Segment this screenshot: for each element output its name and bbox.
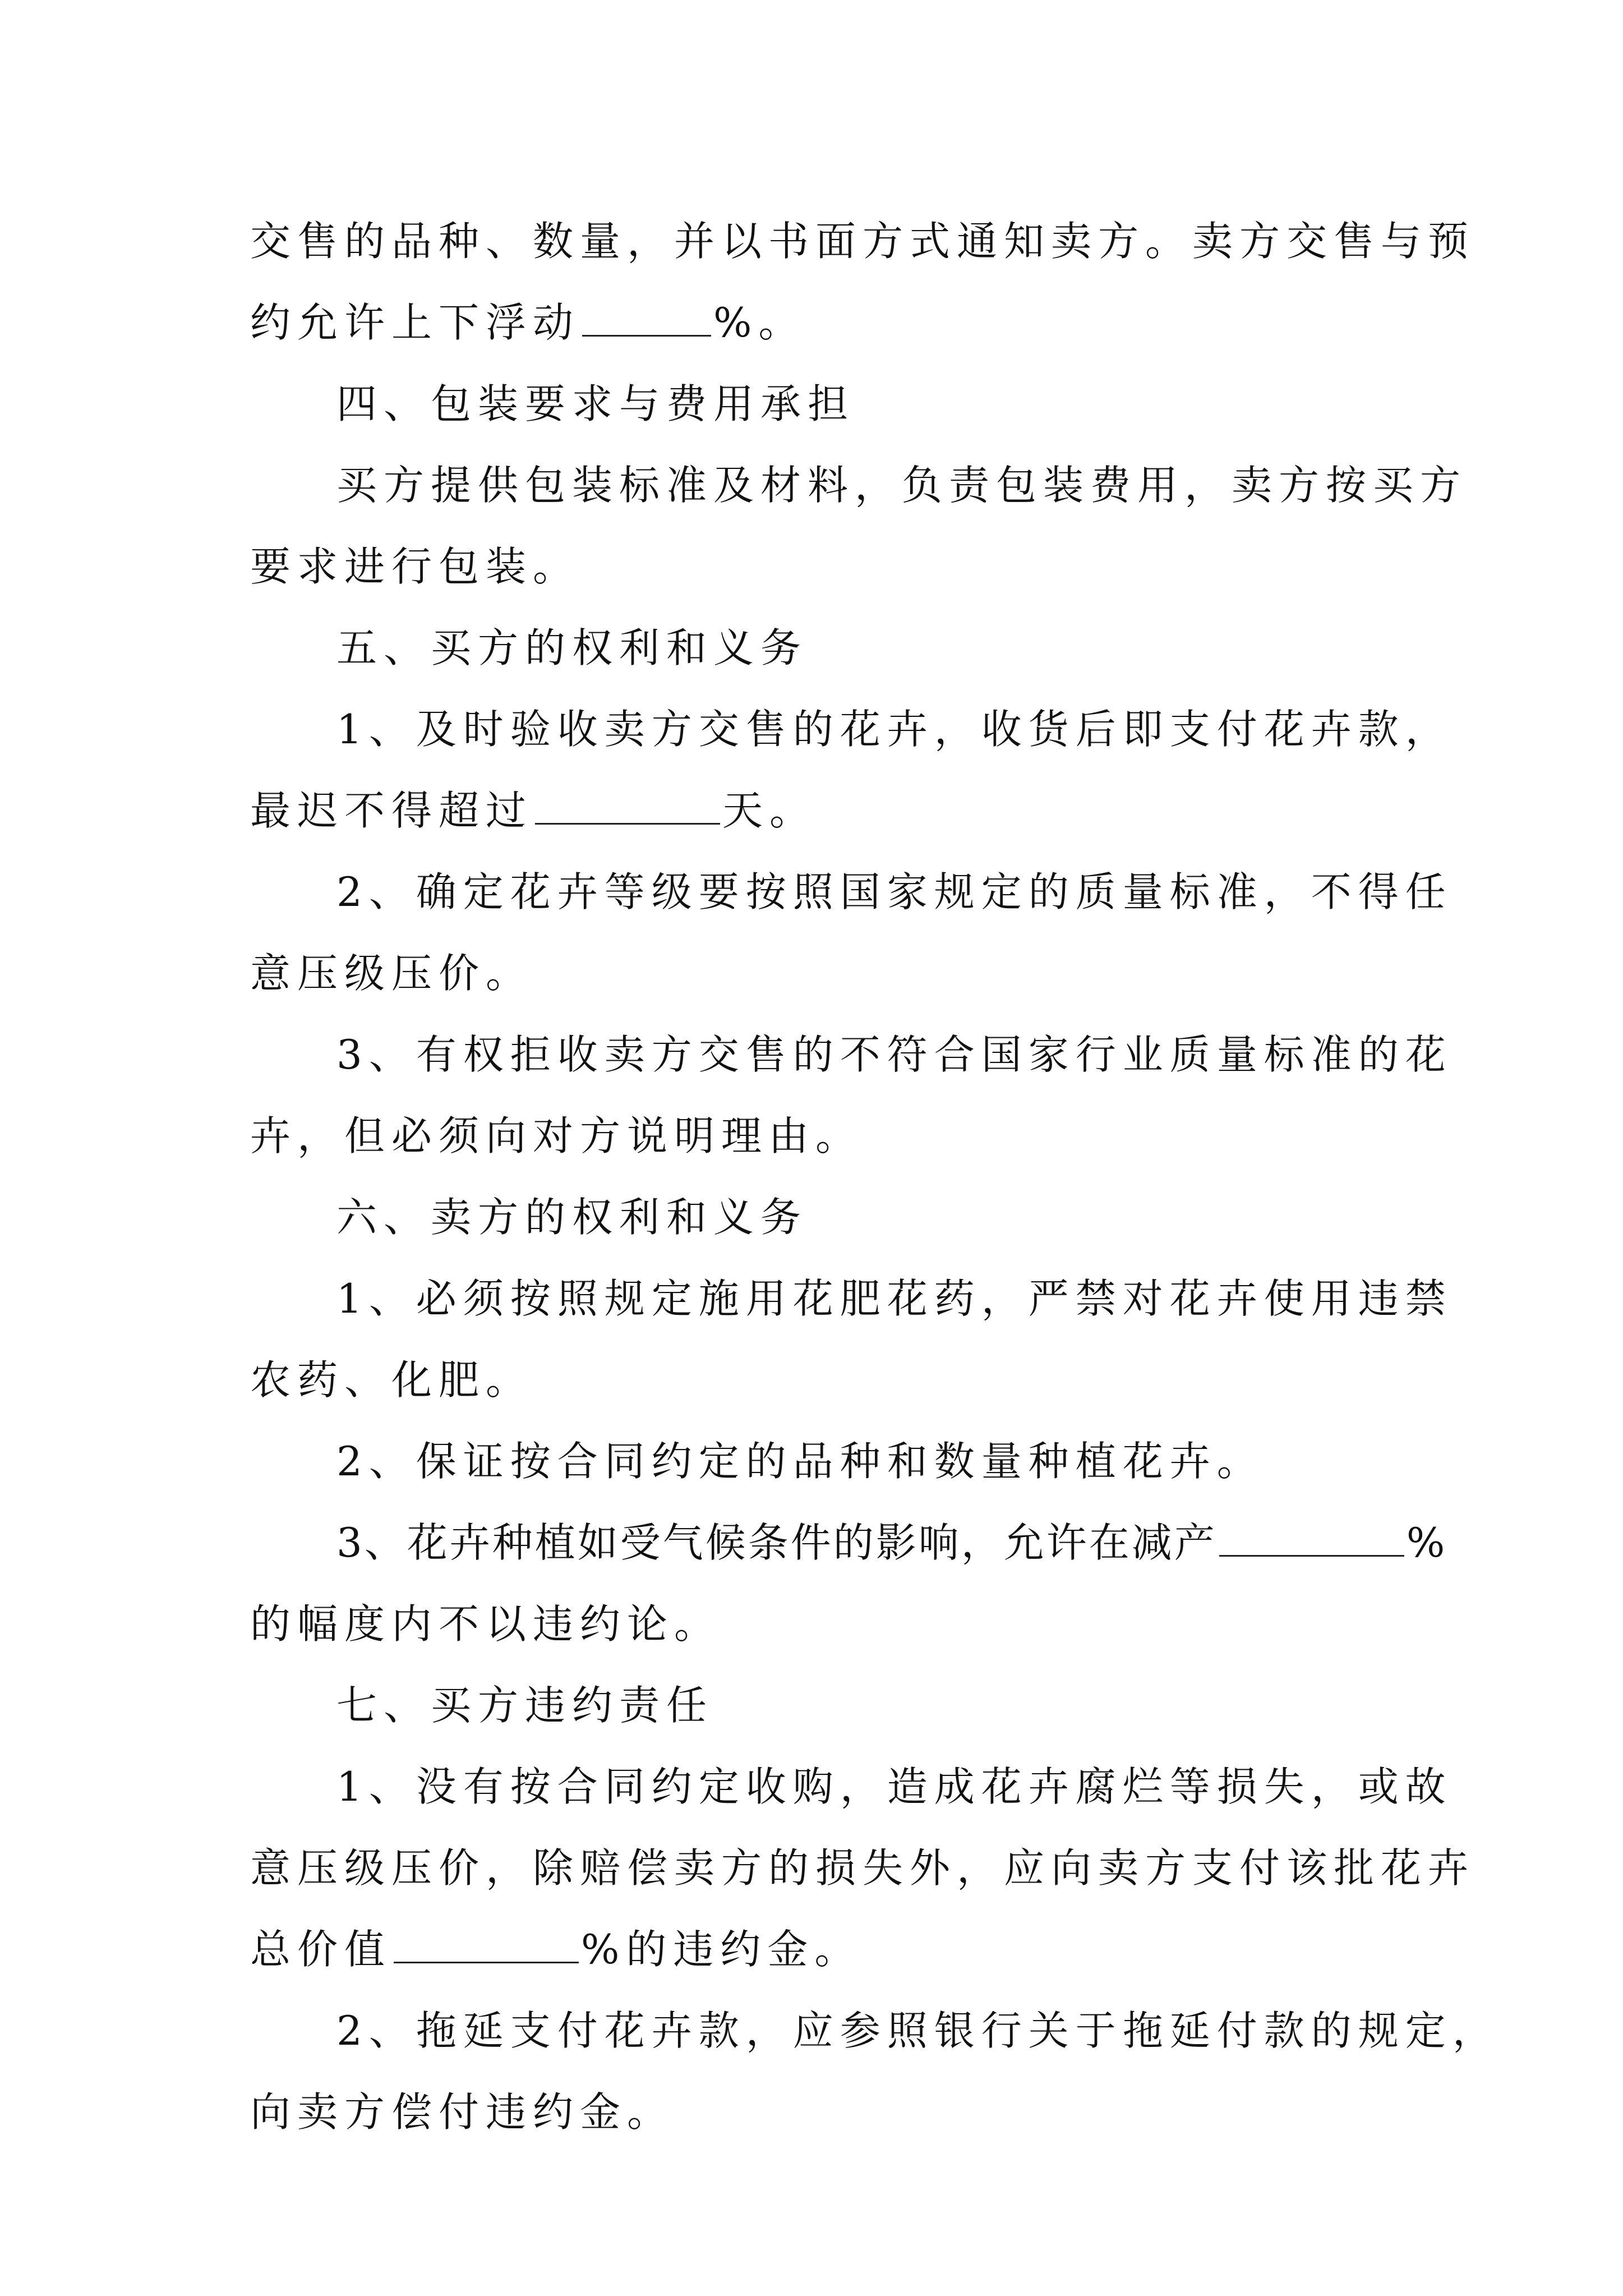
fill-in-blank[interactable] [1219, 1520, 1404, 1557]
heading-text: 五、买方的权利和义务 [336, 624, 808, 671]
fill-in-blank[interactable] [535, 788, 720, 825]
fill-in-blank[interactable] [582, 300, 711, 337]
text-line [250, 2070, 1383, 2154]
line-text: 3、花卉种植如受气候条件的影响，允许在减产 [336, 1519, 1217, 1566]
text-line [336, 1013, 1469, 1097]
line-text: % [1406, 1519, 1447, 1566]
text-line [336, 850, 1469, 934]
heading-text: 七、买方违约责任 [336, 1682, 714, 1729]
line-text: 1、及时验收卖方交售的花卉，收货后即支付花卉款， [336, 706, 1453, 753]
text-line [250, 1907, 1383, 1991]
line-text: 2、确定花卉等级要按照国家规定的质量标准，不得任 [336, 868, 1453, 915]
text-line [336, 1419, 1469, 1503]
line-text: 卉，但必须向对方说明理由。 [250, 1112, 863, 1159]
fill-in-blank[interactable] [394, 1927, 579, 1963]
line-text: 约允许上下浮动 [250, 299, 580, 346]
line-text: 最迟不得超过 [250, 787, 533, 834]
text-line [250, 280, 1383, 365]
text-line [250, 1582, 1383, 1666]
line-text: 意压级压价。 [250, 950, 533, 997]
line-text: 2、保证按合同约定的品种和数量种植花卉。 [336, 1438, 1264, 1485]
text-line [336, 687, 1469, 771]
section-heading [336, 1175, 1469, 1259]
line-text: 2、拖延支付花卉款，应参照银行关于拖延付款的规定， [336, 2007, 1500, 2054]
text-line [336, 443, 1469, 527]
line-text: 要求进行包装。 [250, 543, 580, 590]
line-text: 3、有权拒收卖方交售的不符合国家行业质量标准的花 [336, 1031, 1453, 1078]
text-line [250, 1826, 1476, 1910]
line-text: 向卖方偿付违约金。 [250, 2088, 675, 2136]
text-line [250, 769, 1383, 853]
heading-text: 六、卖方的权利和义务 [336, 1194, 808, 1241]
heading-text: 四、包装要求与费用承担 [336, 380, 855, 427]
text-line [336, 1257, 1469, 1341]
line-text: 农药、化肥。 [250, 1356, 533, 1404]
text-line [336, 1989, 1500, 2073]
line-text: 1、没有按合同约定收购，造成花卉腐烂等损失，或故 [336, 1763, 1453, 1810]
text-line [336, 1501, 1469, 1585]
line-text: %。 [713, 299, 806, 346]
text-line [250, 199, 1476, 283]
line-text: 总价值 [250, 1926, 392, 1973]
text-line [250, 1338, 1383, 1422]
line-text: 天。 [722, 787, 817, 834]
line-text: 意压级压价，除赔偿卖方的损失外，应向卖方支付该批花卉 [250, 1844, 1476, 1892]
line-text: 的幅度内不以违约论。 [250, 1600, 722, 1648]
section-heading [336, 606, 1469, 690]
line-text: 1、必须按照规定施用花肥花药，严禁对花卉使用违禁 [336, 1275, 1453, 1322]
line-text: 买方提供包装标准及材料，负责包装费用，卖方按买方 [336, 462, 1468, 509]
line-text: %的违约金。 [581, 1926, 862, 1973]
text-line [250, 524, 1383, 609]
text-line [250, 931, 1383, 1015]
section-heading [336, 362, 1469, 446]
section-heading [336, 1663, 1469, 1747]
text-line [336, 1745, 1469, 1829]
line-text: 交售的品种、数量，并以书面方式通知卖方。卖方交售与预 [250, 218, 1476, 265]
text-line [250, 1094, 1383, 1178]
